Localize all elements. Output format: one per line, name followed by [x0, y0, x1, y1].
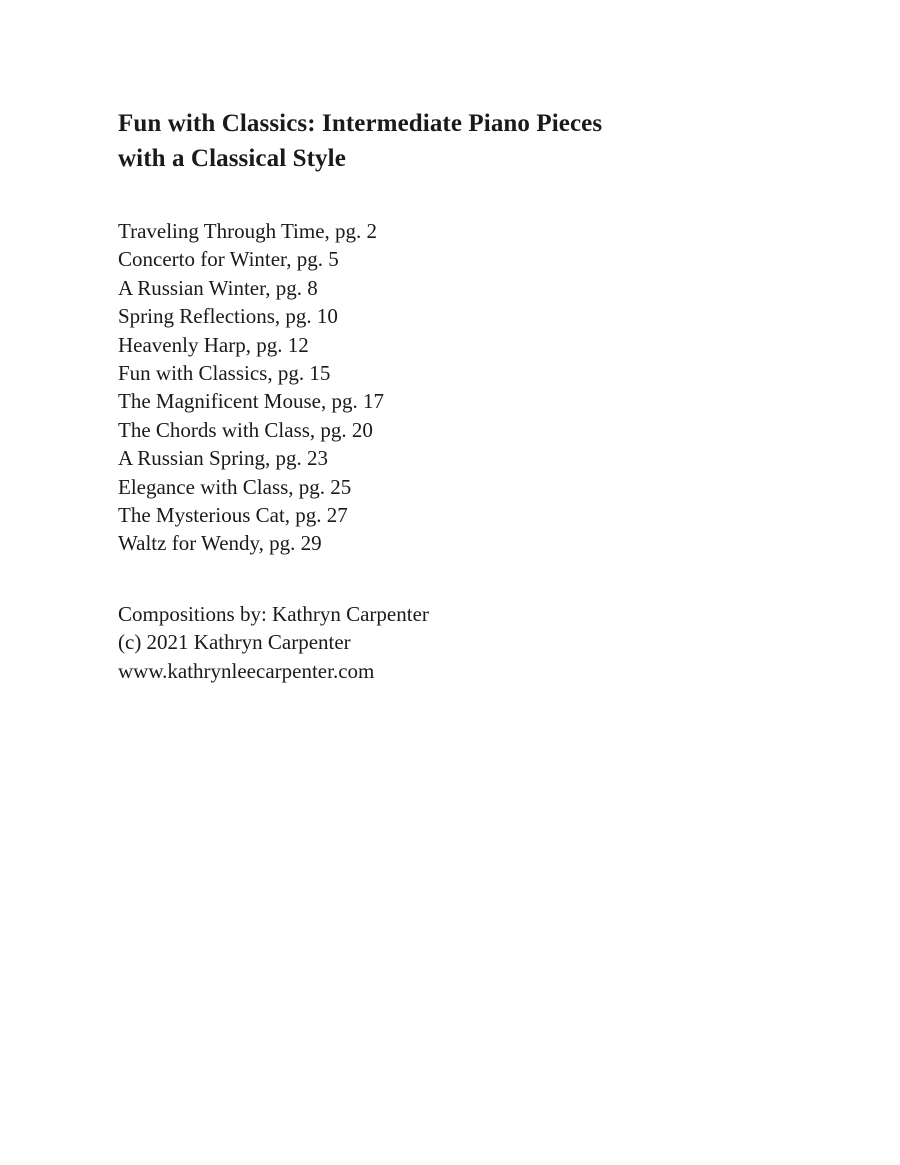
website-text: www.kathrynleecarpenter.com	[118, 658, 375, 683]
toc-item: Fun with Classics, pg. 15	[118, 361, 331, 386]
toc-item: Spring Reflections, pg. 10	[118, 304, 338, 329]
page-content	[118, 106, 818, 685]
toc-item: Elegance with Class, pg. 25	[118, 474, 352, 499]
title-line-2: with a Classical Style	[118, 145, 346, 172]
toc-item: A Russian Winter, pg. 8	[118, 275, 318, 300]
toc-item: Waltz for Wendy, pg. 29	[118, 531, 322, 556]
toc-item: A Russian Spring, pg. 23	[118, 446, 329, 471]
composer-credit: Compositions by: Kathryn Carpenter	[118, 601, 429, 626]
toc-item: The Chords with Class, pg. 20	[118, 417, 373, 442]
toc-item: Traveling Through Time, pg. 2	[118, 219, 378, 243]
toc-item: The Magnificent Mouse, pg. 17	[118, 389, 384, 414]
page-title	[118, 106, 818, 176]
toc-item: Concerto for Winter, pg. 5	[118, 247, 339, 272]
table-of-contents	[118, 217, 818, 558]
toc-item: Heavenly Harp, pg. 12	[118, 332, 309, 357]
credits-block	[118, 600, 818, 685]
toc-item: The Mysterious Cat, pg. 27	[118, 503, 348, 528]
title-line-1: Fun with Classics: Intermediate Piano Pieces	[118, 110, 603, 137]
copyright-notice: (c) 2021 Kathryn Carpenter	[118, 630, 351, 655]
